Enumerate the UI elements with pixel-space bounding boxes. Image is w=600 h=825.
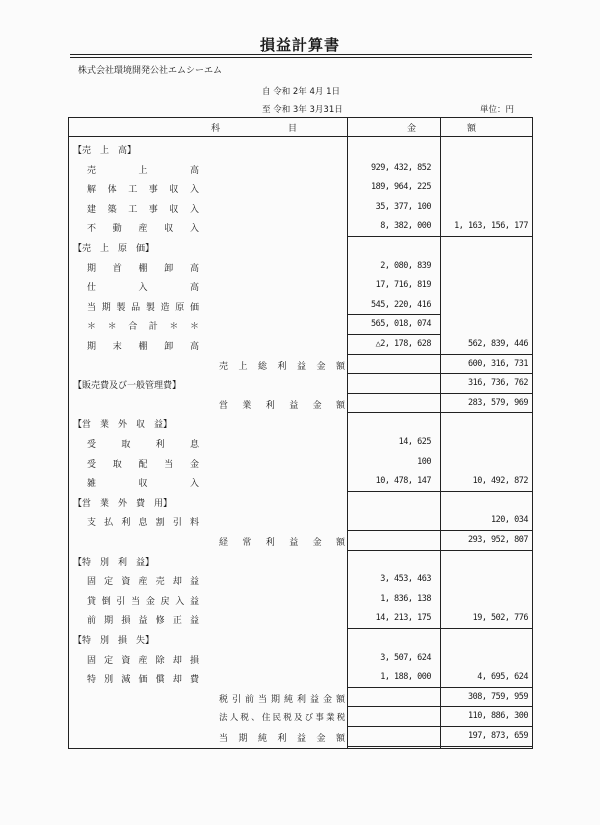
total-rule (347, 687, 532, 688)
account-label: 固定資産除却損 (87, 655, 199, 666)
total-amount: 4, 695, 624 (477, 672, 528, 683)
statement-table (68, 117, 533, 749)
total-rule (347, 412, 532, 413)
account-label: 貸倒引当金戻入益 (87, 596, 199, 607)
total-rule (347, 491, 532, 492)
account-label: 期首棚卸高 (87, 263, 199, 274)
subtotal-rule (347, 314, 440, 315)
account-label: 受取利息 (87, 440, 199, 450)
table-row (69, 275, 534, 295)
total-amount: 197, 873, 659 (467, 731, 528, 741)
account-label: 法人税、住民税及び事業税 (219, 713, 345, 724)
account-label: 営業利益金額 (219, 400, 345, 411)
table-row (69, 373, 534, 393)
document-title: 損益計算書 (259, 36, 340, 54)
account-label: 売上総利益金額 (219, 361, 345, 372)
total-rule (347, 746, 532, 747)
total-amount: 283, 579, 969 (467, 397, 528, 408)
table-row (69, 452, 534, 472)
detail-amount: 14, 213, 175 (375, 613, 431, 624)
total-rule (347, 373, 532, 374)
total-rule (347, 393, 532, 394)
account-label: 不動産収入 (87, 224, 199, 235)
detail-amount: 3, 507, 624 (380, 652, 431, 663)
table-row (69, 216, 534, 236)
table-row (69, 706, 534, 726)
account-label: 雑収入 (87, 479, 199, 490)
section-label: 【売 上 高】 (73, 146, 137, 156)
account-label: 前期損益修正益 (87, 616, 199, 627)
detail-amount: 1, 188, 000 (380, 672, 431, 683)
table-row (69, 628, 534, 648)
detail-amount: 10, 478, 147 (375, 476, 431, 487)
detail-amount: 8, 382, 000 (380, 221, 431, 232)
section-label: 【販売費及び一般管理費】 (73, 381, 182, 392)
detail-amount: 545, 220, 416 (370, 299, 431, 310)
account-label: 当期製品製造原価 (87, 302, 199, 313)
detail-amount: 35, 377, 100 (375, 201, 431, 212)
detail-amount: 17, 716, 819 (375, 280, 431, 291)
table-row (69, 432, 534, 452)
account-label: 固定資産売却益 (87, 577, 199, 588)
account-label: ＊＊合計＊＊ (87, 322, 199, 333)
title-rule-bottom (70, 57, 532, 58)
header-col4: 額 (467, 124, 477, 134)
section-label: 【特 別 損 失】 (73, 636, 155, 646)
total-rule (347, 530, 532, 531)
subtotal-rule (347, 334, 440, 335)
total-amount: 120, 034 (491, 515, 528, 526)
header-col2: 目 (288, 124, 298, 134)
table-row (69, 138, 534, 158)
section-label: 【営 業 外 収 益】 (73, 420, 173, 431)
total-rule (347, 706, 532, 707)
section-label: 【特 別 利 益】 (73, 557, 155, 568)
table-row (69, 667, 534, 687)
detail-amount: 100 (417, 456, 431, 467)
table-row (69, 334, 534, 354)
total-rule (347, 726, 532, 727)
period-to: 至 令和 3年 3月31日 (262, 105, 343, 115)
table-row (69, 177, 534, 197)
account-label: 当期純利益金額 (219, 734, 345, 744)
account-label: 特別減価償却費 (87, 675, 199, 686)
table-row (69, 256, 534, 276)
table-row (69, 354, 534, 374)
account-label: 解体工事収入 (87, 185, 199, 196)
table-row (69, 530, 534, 550)
section-label: 【売 上 原 価】 (73, 244, 155, 254)
period-from: 自 令和 2年 4月 1日 (262, 87, 341, 97)
detail-amount: 189, 964, 225 (370, 182, 431, 193)
account-label: 期末棚卸高 (87, 342, 199, 352)
table-row (69, 236, 534, 256)
table-row (69, 491, 534, 511)
table-row (69, 393, 534, 413)
total-amount: 316, 736, 762 (467, 378, 528, 389)
detail-amount: 565, 018, 074 (370, 319, 431, 330)
detail-amount: △2, 178, 628 (375, 339, 431, 349)
table-row (69, 158, 534, 178)
table-row (69, 687, 534, 707)
total-rule (347, 550, 532, 551)
header-col1: 科 (211, 124, 221, 134)
total-amount: 600, 316, 731 (467, 358, 528, 369)
total-rule (347, 628, 532, 629)
total-amount: 1, 163, 156, 177 (454, 221, 528, 232)
account-label: 売上高 (87, 165, 199, 176)
total-amount: 308, 759, 959 (467, 691, 528, 702)
account-label: 受取配当金 (87, 459, 199, 470)
total-rule (347, 236, 532, 237)
table-row (69, 471, 534, 491)
detail-amount: 929, 432, 852 (370, 162, 431, 173)
total-amount: 562, 839, 446 (467, 339, 528, 349)
table-row (69, 726, 534, 746)
table-row (69, 412, 534, 432)
total-amount: 110, 886, 300 (467, 711, 528, 722)
table-row (69, 314, 534, 334)
section-label: 【営 業 外 費 用】 (73, 498, 173, 509)
table-row (69, 608, 534, 628)
title-rule-top (70, 54, 532, 55)
table-row (69, 569, 534, 589)
company-name: 株式会社環境開発公社エムシーエム (78, 66, 223, 76)
table-row (69, 648, 534, 668)
account-label: 支払利息割引料 (87, 518, 199, 529)
detail-amount: 1, 836, 138 (380, 593, 431, 604)
total-amount: 19, 502, 776 (472, 613, 528, 624)
table-row (69, 550, 534, 570)
table-row (69, 510, 534, 530)
detail-amount: 2, 080, 839 (380, 260, 431, 271)
table-row (69, 589, 534, 609)
header-col3: 金 (407, 124, 417, 134)
account-label: 仕入高 (87, 283, 199, 294)
table-row (69, 295, 534, 315)
detail-amount: 14, 625 (398, 437, 431, 447)
total-rule (347, 354, 532, 355)
table-row (69, 197, 534, 217)
header-rule (69, 136, 532, 137)
account-label: 税引前当期純利益金額 (219, 694, 345, 705)
account-label: 建築工事収入 (87, 204, 199, 215)
account-label: 経常利益金額 (219, 538, 345, 548)
total-amount: 10, 492, 872 (472, 476, 528, 487)
unit-label: 単位：円 (480, 105, 515, 115)
detail-amount: 3, 453, 463 (380, 574, 431, 585)
total-amount: 293, 952, 807 (467, 535, 528, 545)
